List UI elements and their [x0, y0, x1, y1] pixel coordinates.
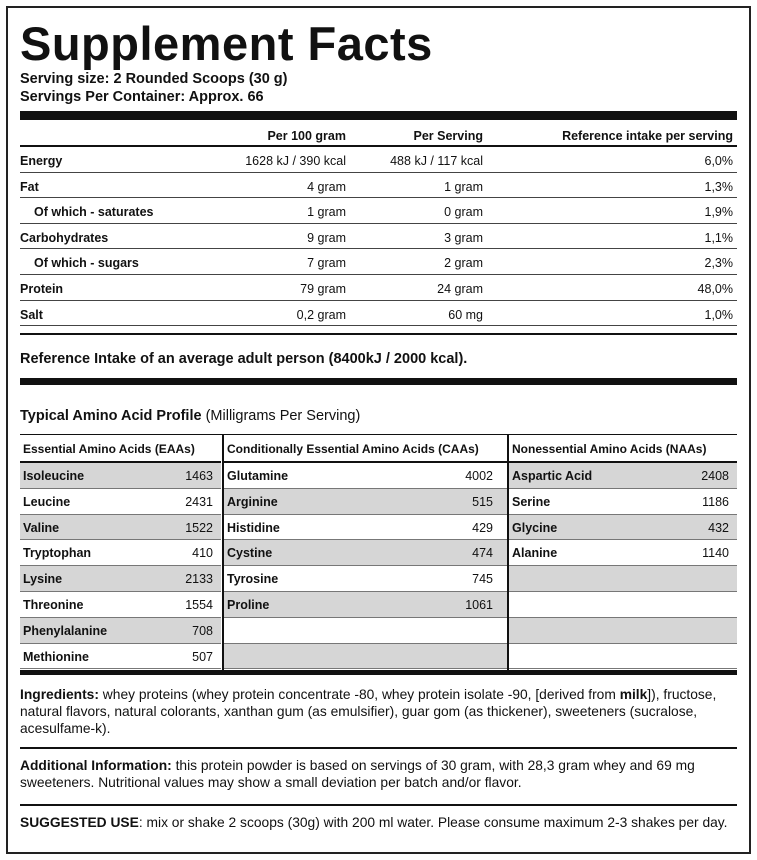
eaa-column: [20, 435, 221, 670]
amino-name: Threonine: [23, 597, 84, 612]
nutrient-per-100: 1628 kJ / 390 kcal: [245, 154, 346, 168]
amino-value: 1140: [702, 546, 729, 561]
caa-row: [224, 540, 507, 566]
nutrient-per-serving: 24 gram: [437, 281, 483, 296]
divider: [20, 333, 737, 335]
caa-header: Conditionally Essential Amino Acids (CAAs): [224, 435, 507, 463]
header-per-serving: Per Serving: [413, 129, 483, 143]
amino-value: 2133: [185, 572, 213, 587]
amino-name: Tryptophan: [23, 546, 92, 561]
amino-name: Serine: [512, 494, 551, 509]
reference-intake-note: Reference Intake of an average adult person (8400kJ / 2000 kcal).: [20, 351, 468, 367]
eaa-row: [20, 515, 221, 541]
naa-row: [509, 515, 737, 541]
amino-name: Proline: [227, 597, 270, 612]
nutrient-reference: 1,0%: [704, 307, 733, 322]
nutrient-per-serving: 0 gram: [444, 205, 483, 220]
amino-value: 1522: [185, 520, 213, 535]
divider-thick: [20, 378, 737, 385]
eaa-row: [20, 592, 221, 618]
eaa-row: [20, 566, 221, 592]
amino-value: 2431: [185, 494, 213, 509]
divider: [20, 747, 737, 749]
amino-name: Phenylalanine: [23, 623, 108, 638]
amino-value: 1061: [465, 597, 493, 612]
amino-value: 4002: [465, 469, 493, 483]
amino-value: 745: [472, 572, 493, 587]
nutrient-per-100: 1 gram: [307, 205, 346, 220]
nutrient-reference: 6,0%: [704, 154, 733, 168]
nutrient-per-serving: 488 kJ / 117 kcal: [390, 154, 483, 168]
nutrition-table: [20, 121, 737, 326]
caa-row: [224, 618, 507, 644]
eaa-row: [20, 489, 221, 515]
amino-value: 474: [472, 546, 493, 561]
amino-name: Leucine: [23, 494, 71, 509]
nutrition-header-row: [20, 121, 737, 147]
eaa-header: Essential Amino Acids (EAAs): [20, 435, 221, 463]
nutrient-per-100: 4 gram: [307, 179, 346, 194]
amino-value: 2408: [701, 469, 729, 483]
amino-name: Methionine: [23, 649, 89, 664]
amino-value: 1554: [185, 597, 213, 612]
amino-name: Histidine: [227, 520, 280, 535]
nutrient-reference: 1,1%: [704, 230, 733, 245]
nutrition-row: [20, 198, 737, 224]
amino-table: [20, 434, 737, 670]
suggested-use: SUGGESTED USE: mix or shake 2 scoops (30g) with 200 ml water. Please consume maximum 2-3 shakes per day.: [20, 815, 728, 830]
nutrient-per-100: 79 gram: [300, 281, 346, 296]
naa-row: [509, 644, 737, 670]
amino-name: Lysine: [23, 572, 63, 587]
caa-row: [224, 463, 507, 489]
eaa-row: [20, 644, 221, 670]
amino-name: Tyrosine: [227, 572, 279, 587]
amino-name: Valine: [23, 520, 60, 535]
header-per-100: Per 100 gram: [267, 129, 346, 143]
nutrient-per-serving: 3 gram: [444, 230, 483, 245]
ingredients: Ingredients: whey proteins (whey protein concentrate -80, whey protein isolate -90, [derived from milk]), fructose, natural flavors, natural colorants, xanthan gum (as emulsifier), guar gom (as thickener), sweeteners (sucralose, acesulfame-k).: [20, 687, 717, 736]
nutrient-reference: 1,3%: [704, 179, 733, 194]
serving-size: Serving size: 2 Rounded Scoops (30 g): [20, 71, 288, 87]
nutrient-per-100: 0,2 gram: [296, 307, 346, 322]
amino-name: Aspartic Acid: [512, 469, 593, 483]
nutrient-reference: 48,0%: [697, 281, 733, 296]
amino-value: 708: [192, 623, 213, 638]
amino-name: Alanine: [512, 546, 558, 561]
nutrient-name: Protein: [20, 281, 64, 296]
amino-name: Glycine: [512, 520, 558, 535]
eaa-row: [20, 463, 221, 489]
nutrient-name: Carbohydrates: [20, 230, 109, 245]
naa-row: [509, 592, 737, 618]
amino-value: 410: [192, 546, 213, 561]
nutrition-row: [20, 173, 737, 199]
nutrition-row: [20, 249, 737, 275]
amino-value: 429: [472, 520, 493, 535]
caa-column: [222, 435, 507, 670]
servings-per-container: Servings Per Container: Approx. 66: [20, 89, 264, 105]
nutrition-row: [20, 147, 737, 173]
supplement-facts-panel: [6, 6, 751, 854]
nutrient-name: Fat: [20, 179, 39, 194]
nutrition-row: [20, 275, 737, 301]
nutrient-per-serving: 60 mg: [448, 307, 483, 322]
naa-row: [509, 618, 737, 644]
naa-row: [509, 540, 737, 566]
naa-row: [509, 566, 737, 592]
divider-thick: [20, 111, 737, 120]
amino-name: Glutamine: [227, 469, 289, 483]
naa-row: [509, 463, 737, 489]
amino-name: Isoleucine: [23, 469, 85, 483]
amino-name: Arginine: [227, 494, 278, 509]
caa-row: [224, 489, 507, 515]
caa-row: [224, 515, 507, 541]
eaa-row: [20, 618, 221, 644]
additional-information: Additional Information: this protein powder is based on servings of 30 gram, with 28,3 gram whey and 69 mg sweeteners. Nutritional values may show a small deviation per batch and/or flavor.: [20, 758, 695, 790]
amino-title: Typical Amino Acid Profile (Milligrams Per Serving): [20, 408, 361, 424]
nutrient-name: Salt: [20, 307, 43, 322]
amino-value: 1186: [702, 494, 729, 509]
naa-row: [509, 489, 737, 515]
caa-row: [224, 644, 507, 670]
divider: [20, 804, 737, 806]
eaa-row: [20, 540, 221, 566]
amino-value: 1463: [185, 469, 213, 483]
page-title: Supplement Facts: [20, 17, 433, 70]
amino-value: 507: [192, 649, 213, 664]
nutrient-reference: 1,9%: [704, 205, 733, 220]
naa-column: [507, 435, 737, 670]
nutrient-per-100: 9 gram: [307, 230, 346, 245]
nutrition-row: [20, 224, 737, 250]
amino-name: Cystine: [227, 546, 273, 561]
nutrient-per-serving: 2 gram: [444, 256, 483, 271]
amino-value: 515: [472, 494, 493, 509]
amino-value: 432: [708, 520, 729, 535]
caa-row: [224, 566, 507, 592]
nutrient-name: Of which - sugars: [34, 256, 139, 271]
nutrient-name: Energy: [20, 154, 63, 168]
caa-row: [224, 592, 507, 618]
header-reference: Reference intake per serving: [562, 129, 733, 143]
nutrient-name: Of which - saturates: [34, 205, 154, 220]
nutrient-per-100: 7 gram: [307, 256, 346, 271]
nutrition-row: [20, 301, 737, 327]
divider-thick: [20, 670, 737, 675]
nutrient-reference: 2,3%: [704, 256, 733, 271]
naa-header: Nonessential Amino Acids (NAAs): [509, 435, 737, 463]
nutrient-per-serving: 1 gram: [444, 179, 483, 194]
